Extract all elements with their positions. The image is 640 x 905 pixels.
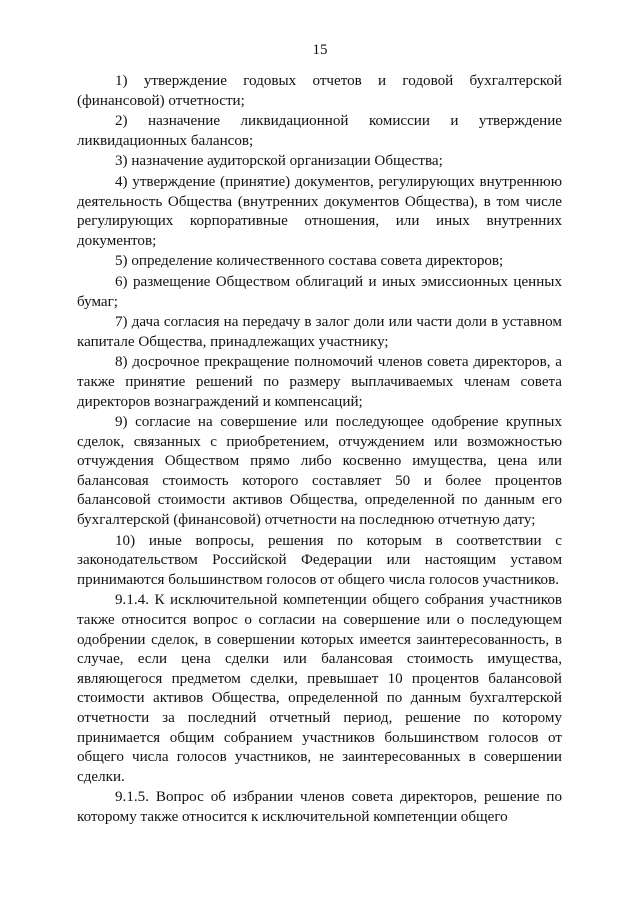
- list-item-other-questions: 10) иные вопросы, решения по которым в соответствии с законодательством Российской Федерации или настоящим уставом принимаются большинством голосов от общего числа голосов участников.: [77, 532, 562, 588]
- list-item-annual-reports: 1) утверждение годовых отчетов и годовой бухгалтерской (финансовой) отчетности;: [77, 73, 562, 109]
- list-item-pledge-consent: 7) дача согласия на передачу в залог доли или части доли в уставном капитале Общества, принадлежащих участнику;: [77, 314, 562, 350]
- list-item-internal-documents: 4) утверждение (принятие) документов, регулирующих внутреннюю деятельность Общества (внутренних документов Общества), в том числе регулирующих корпоративные отношения, или иных внутренних документов;: [77, 173, 562, 249]
- page-number: 15: [312, 42, 328, 58]
- list-item-board-termination: 8) досрочное прекращение полномочий членов совета директоров, а также принятие решений по размеру выплачиваемых членам совета директоров вознаграждений и компенсаций;: [77, 354, 562, 410]
- list-item-audit-organization: 3) назначение аудиторской организации Общества;: [115, 153, 443, 170]
- list-item-bonds: 6) размещение Обществом облигаций и иных эмиссионных ценных бумаг;: [77, 273, 562, 310]
- list-item-board-size: 5) определение количественного состава совета директоров;: [115, 253, 504, 270]
- clause-9-1-5: 9.1.5. Вопрос об избрании членов совета директоров, решение по которому также относится к исключительной компетенции общего: [77, 789, 562, 825]
- list-item-major-transactions: 9) согласие на совершение или последующее одобрение крупных сделок, связанных с приобретением, отчуждением или возможностью отчуждения Обществом прямо либо косвенно имущества, цена или балансовая стоимость которого составляет 50 и более процентов балансовой стоимости активов Общества, определенной по данным его бухгалтерской (финансовой) отчетности на последнюю отчетную дату;: [77, 414, 562, 529]
- list-item-liquidation-commission: 2) назначение ликвидационной комиссии и утверждение ликвидационных балансов;: [77, 113, 562, 149]
- document-body: [77, 72, 562, 829]
- clause-9-1-4: 9.1.4. К исключительной компетенции общего собрания участников также относится вопрос о согласии на совершение или о последующем одобрении сделок, в совершении которых имеется заинтересованность, в случае, если цена сделки или балансовая стоимость имущества, являющегося предметом сделки, превышает 10 процентов балансовой стоимости активов Общества, определенной по данным бухгалтерской отчетности за последний отчетный период, решение по которому принимается общим собранием участников большинством голосов от общего числа голосов участников, не заинтересованных в совершении сделки.: [77, 592, 562, 785]
